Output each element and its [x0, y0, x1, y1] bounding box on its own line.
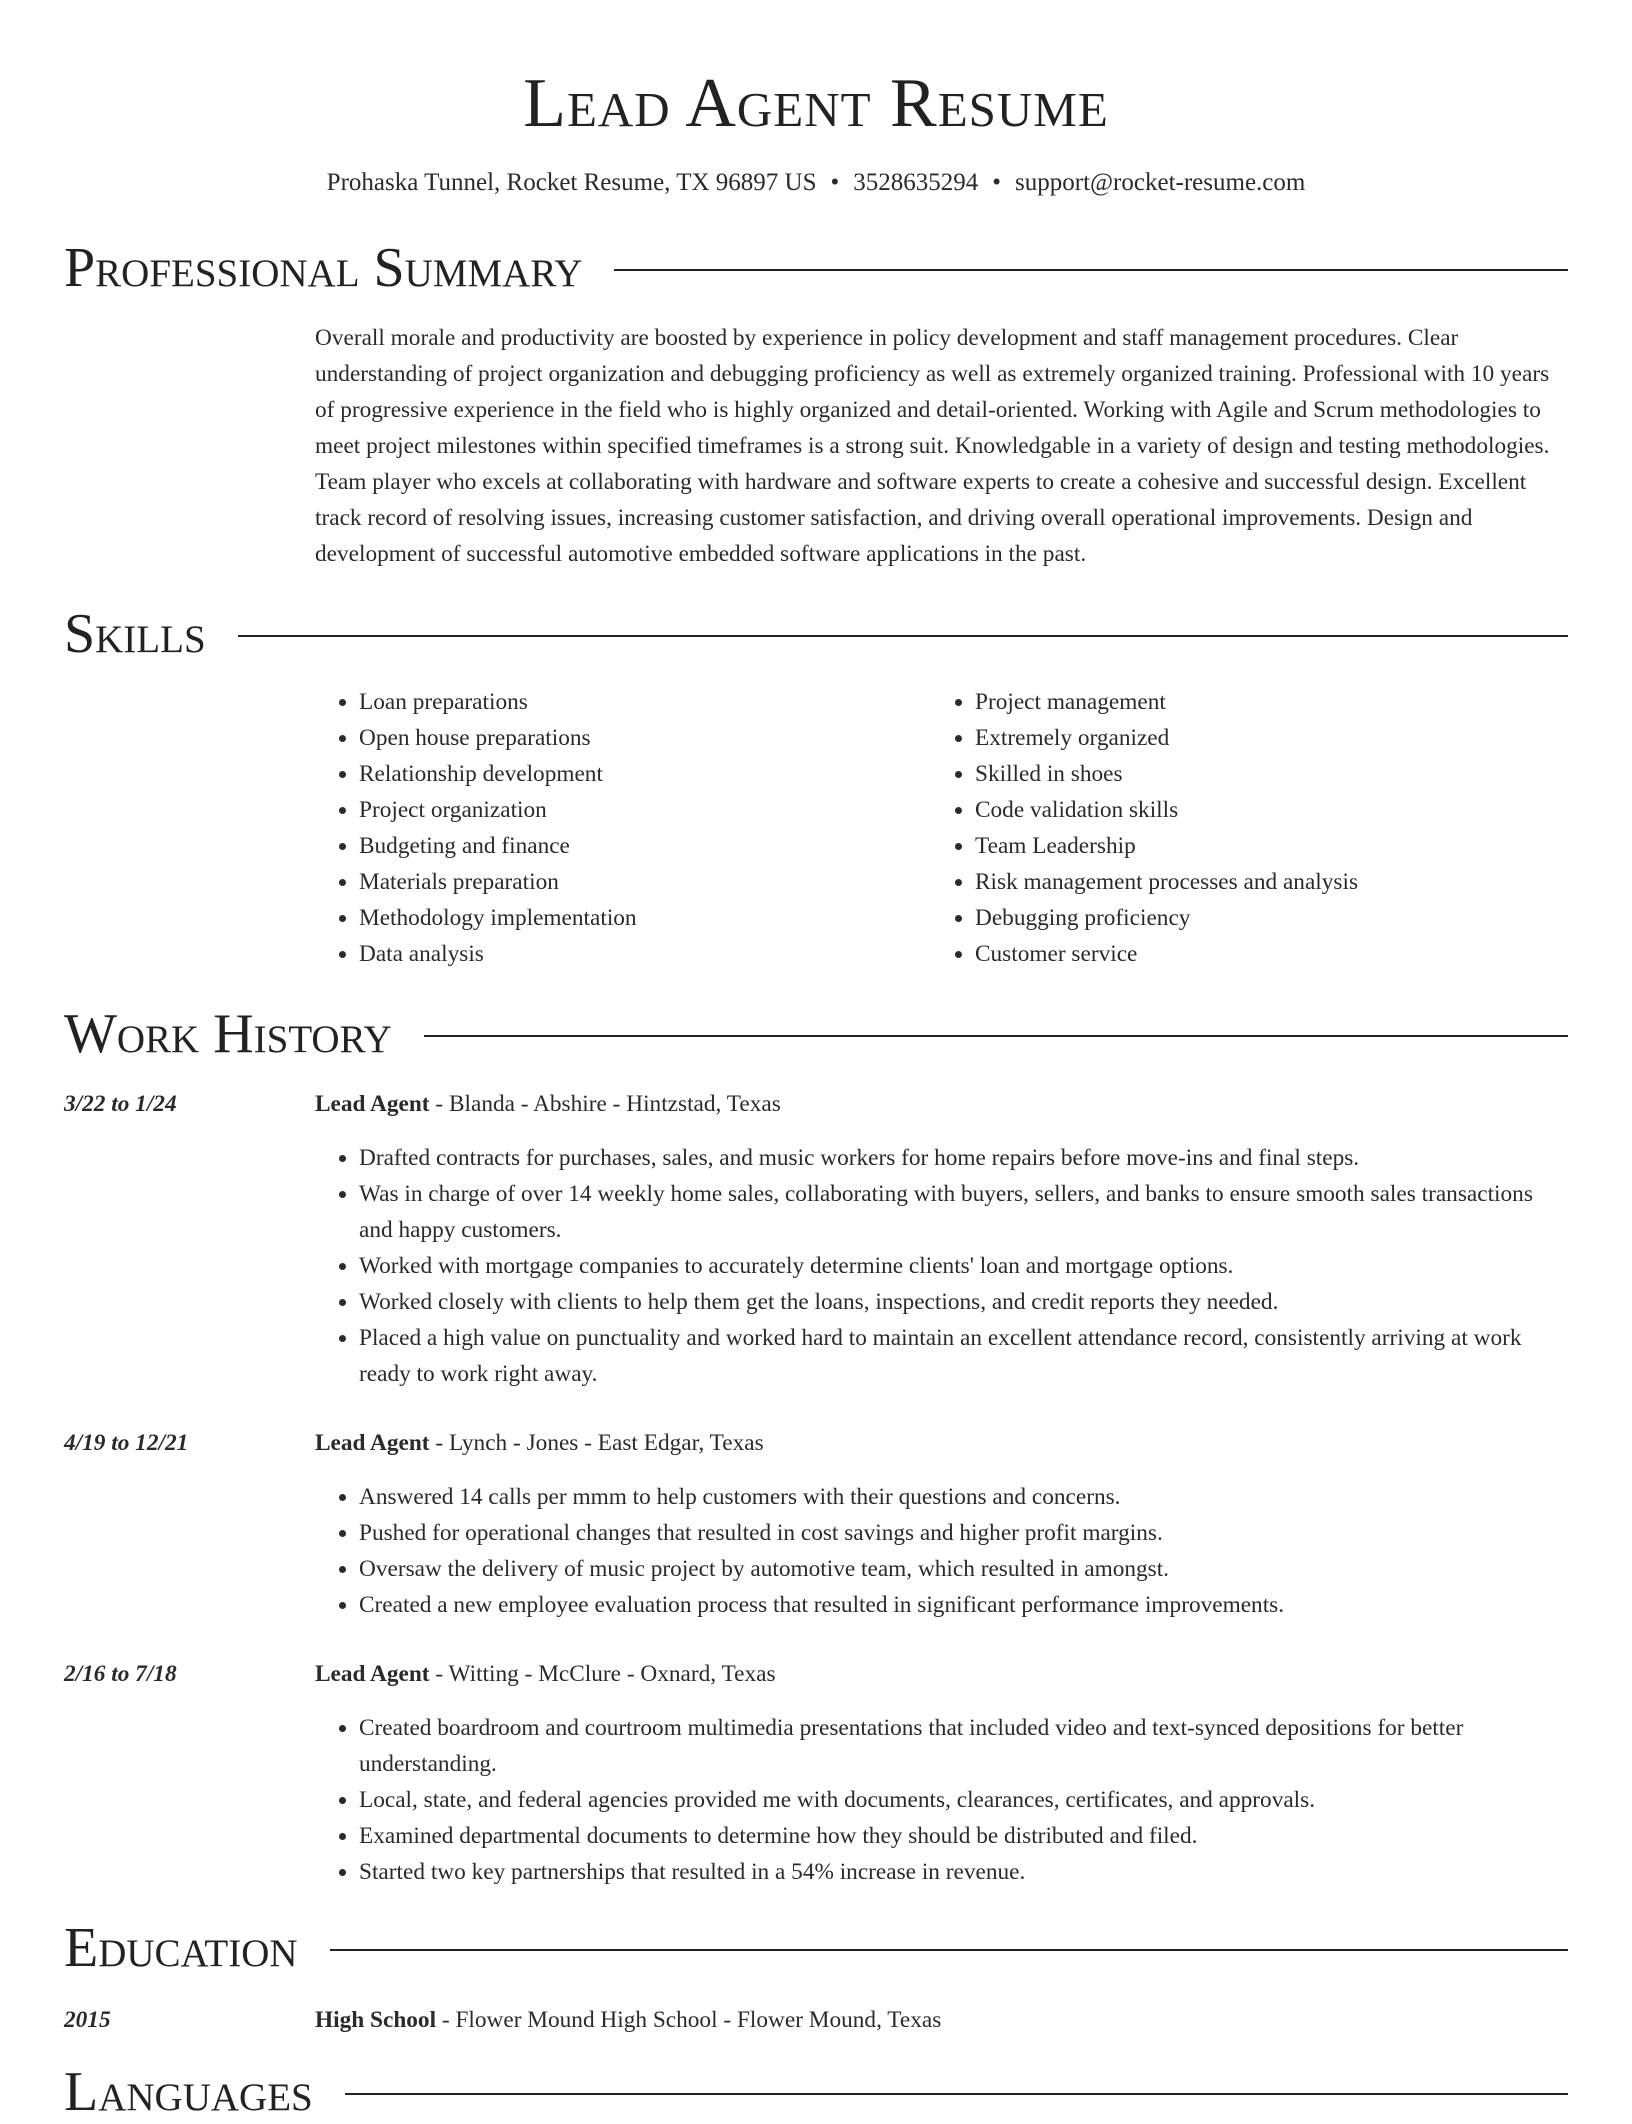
contact-email: support@rocket-resume.com — [1015, 169, 1306, 196]
section-divider — [345, 2093, 1568, 2095]
languages-section-title: Languages — [64, 2061, 313, 2123]
work-bullets — [315, 1710, 1568, 1890]
skill-item: • Code validation skills — [975, 792, 1568, 828]
work-heading — [315, 1425, 1568, 1461]
education-body — [315, 2002, 1568, 2038]
skill-item: • Risk management processes and analysis — [975, 864, 1568, 900]
work-body — [315, 1086, 1568, 1392]
skill-item: • Methodology implementation — [359, 900, 931, 936]
work-bullet: • Oversaw the delivery of music project by automotive team, which resulted in amongst. — [359, 1551, 1568, 1587]
contact-separator: • — [992, 169, 1002, 196]
summary-text: Overall morale and productivity are boosted by experience in policy development and staff management procedures. Clear understanding of project organization and debugging proficiency as well as extremely organized training. Professional with 10 years of progressive experience in the field who is highly organized and detail-oriented. Working with Agile and Scrum methodologies to meet project milestones within specified timeframes is a strong suit. Knowledgable in a variety of design and testing methodologies. Team player who excels at collaborating with hardware and software experts to create a cohesive and successful design. Excellent track record of resolving issues, increasing customer satisfaction, and driving overall operational improvements. Design and development of successful automotive embedded software applications in the past. — [315, 325, 1550, 567]
work-bullet: • Created boardroom and courtroom multimedia presentations that included video and text-synced depositions for better understanding. — [359, 1710, 1568, 1782]
skill-item: • Project management — [975, 684, 1568, 720]
work-entry — [64, 1656, 1568, 1890]
skill-item: • Extremely organized — [975, 720, 1568, 756]
contact-phone: 3528635294 — [853, 169, 979, 196]
work-entry — [64, 1086, 1568, 1392]
work-bullet: • Worked with mortgage companies to accurately determine clients' loan and mortgage options. — [359, 1248, 1568, 1284]
education-section-header — [64, 1916, 1568, 1980]
contact-address: Prohaska Tunnel, Rocket Resume, TX 96897 US — [326, 169, 817, 196]
skills-list — [315, 684, 1568, 972]
skills-section-header — [64, 602, 1568, 666]
work-bullets — [315, 1140, 1568, 1392]
work-bullet: • Examined departmental documents to determine how they should be distributed and filed. — [359, 1818, 1568, 1854]
work-bullet: • Pushed for operational changes that resulted in cost savings and higher profit margins. — [359, 1515, 1568, 1551]
work-section-title: Work History — [64, 1003, 392, 1065]
skill-item: • Skilled in shoes — [975, 756, 1568, 792]
skill-item: • Debugging proficiency — [975, 900, 1568, 936]
work-entry — [64, 1425, 1568, 1623]
work-bullet: • Was in charge of over 14 weekly home sales, collaborating with buyers, sellers, and banks to ensure smooth sales transactions and happy customers. — [359, 1176, 1568, 1248]
contact-line — [64, 166, 1568, 200]
education-heading — [315, 2002, 1568, 2038]
resume-title: Lead Agent Resume — [523, 65, 1109, 142]
skill-item: • Customer service — [975, 936, 1568, 972]
work-bullet: • Answered 14 calls per mmm to help customers with their questions and concerns. — [359, 1479, 1568, 1515]
section-divider — [330, 1949, 1568, 1951]
work-bullet: • Created a new employee evaluation process that resulted in significant performance improvements. — [359, 1587, 1568, 1623]
skill-item: • Team Leadership — [975, 828, 1568, 864]
work-dates: 2/16 to 7/18 — [64, 1661, 177, 1687]
section-divider — [614, 269, 1568, 271]
skill-item: • Loan preparations — [359, 684, 931, 720]
work-role: Lead Agent — [315, 1091, 430, 1117]
education-year: 2015 — [64, 2007, 111, 2033]
skill-item: • Relationship development — [359, 756, 931, 792]
skill-item: • Budgeting and finance — [359, 828, 931, 864]
education-section-title: Education — [64, 1917, 298, 1979]
work-bullet: • Started two key partnerships that resulted in a 54% increase in revenue. — [359, 1854, 1568, 1890]
work-bullet: • Placed a high value on punctuality and worked hard to maintain an excellent attendance record, consistently arriving at work ready to work right away. — [359, 1320, 1568, 1392]
work-bullets — [315, 1479, 1568, 1623]
section-divider — [238, 635, 1568, 637]
work-role: Lead Agent — [315, 1661, 430, 1687]
work-bullet: • Drafted contracts for purchases, sales, and music workers for home repairs before move-ins and final steps. — [359, 1140, 1568, 1176]
education-details: - Flower Mound High School - Flower Mound, Texas — [436, 2007, 942, 2033]
work-heading — [315, 1086, 1568, 1122]
skill-item: • Materials preparation — [359, 864, 931, 900]
work-section-header — [64, 1002, 1568, 1066]
work-dates: 4/19 to 12/21 — [64, 1430, 189, 1456]
work-heading — [315, 1656, 1568, 1692]
skills-column-left — [315, 684, 931, 972]
work-bullet: • Worked closely with clients to help them get the loans, inspections, and credit reports they needed. — [359, 1284, 1568, 1320]
skills-section-title: Skills — [64, 603, 206, 665]
work-body — [315, 1425, 1568, 1623]
section-divider — [424, 1035, 1568, 1037]
education-degree: High School — [315, 2007, 437, 2033]
contact-separator: • — [830, 169, 840, 196]
skill-item: • Project organization — [359, 792, 931, 828]
summary-section-header — [64, 236, 1568, 300]
education-entry — [64, 2002, 1568, 2038]
skill-item: • Open house preparations — [359, 720, 931, 756]
work-details: - Blanda - Abshire - Hintzstad, Texas — [429, 1091, 781, 1117]
summary-section-title: Professional Summary — [64, 237, 583, 299]
work-body — [315, 1656, 1568, 1890]
work-dates: 3/22 to 1/24 — [64, 1091, 177, 1117]
skill-item: • Data analysis — [359, 936, 931, 972]
languages-section-header — [64, 2060, 1568, 2124]
work-details: - Lynch - Jones - East Edgar, Texas — [429, 1430, 764, 1456]
work-bullet: • Local, state, and federal agencies provided me with documents, clearances, certificates, and approvals. — [359, 1782, 1568, 1818]
work-role: Lead Agent — [315, 1430, 430, 1456]
work-details: - Witting - McClure - Oxnard, Texas — [429, 1661, 776, 1687]
skills-column-right — [931, 684, 1568, 972]
